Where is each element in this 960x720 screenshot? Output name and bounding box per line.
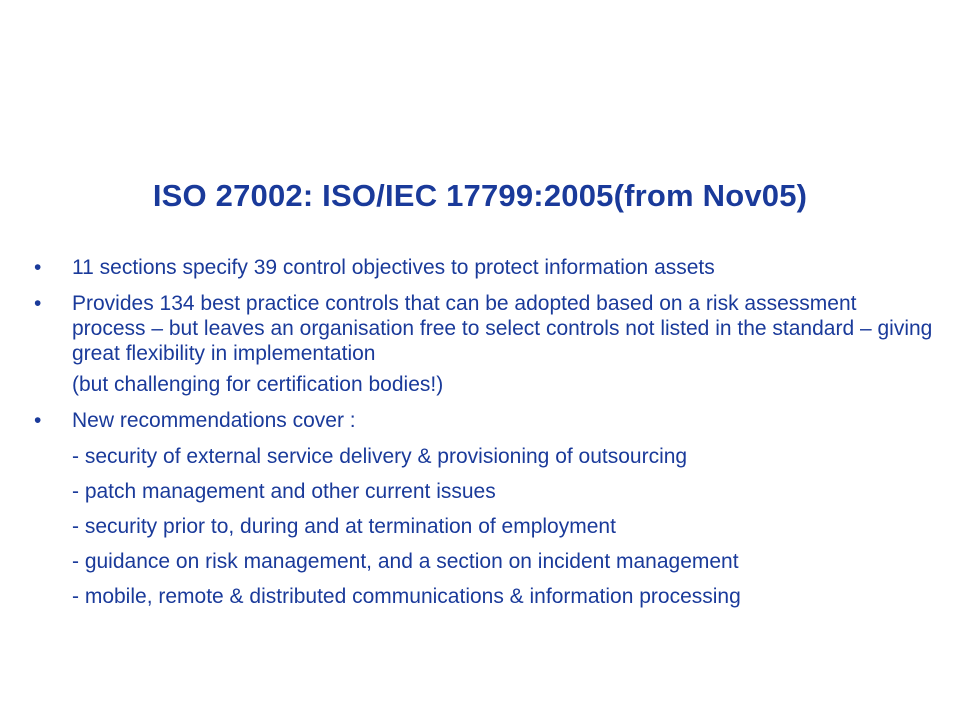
- sub-item: - security prior to, during and at termination of employment: [72, 515, 616, 538]
- sub-item: - mobile, remote & distributed communications & information processing: [72, 585, 741, 608]
- bullet-item: [34, 255, 934, 280]
- bullet-text: 11 sections specify 39 control objectives to protect information assets: [72, 256, 715, 279]
- bullet-item: [34, 408, 934, 433]
- bullet-dot-icon: •: [34, 292, 42, 315]
- bullet-text: Provides 134 best practice controls that can be adopted based on a risk assessment process – but leaves an organisation free to select controls not listed in the standard – giving great flexibility in implementation: [72, 292, 933, 365]
- sub-item: - guidance on risk management, and a section on incident management: [72, 550, 739, 573]
- bullet-text: New recommendations cover :: [72, 409, 356, 432]
- bullet-dot-icon: •: [34, 409, 42, 432]
- sub-item: - patch management and other current issues: [72, 480, 496, 503]
- sub-item: - security of external service delivery & provisioning of outsourcing: [72, 445, 688, 468]
- slide-body: [34, 255, 934, 619]
- bullet-continuation: (but challenging for certification bodies!): [72, 373, 444, 396]
- slide-title: ISO 27002: ISO/IEC 17799:2005(from Nov05): [152, 178, 808, 213]
- bullet-dot-icon: •: [34, 256, 42, 279]
- bullet-item: [34, 291, 934, 366]
